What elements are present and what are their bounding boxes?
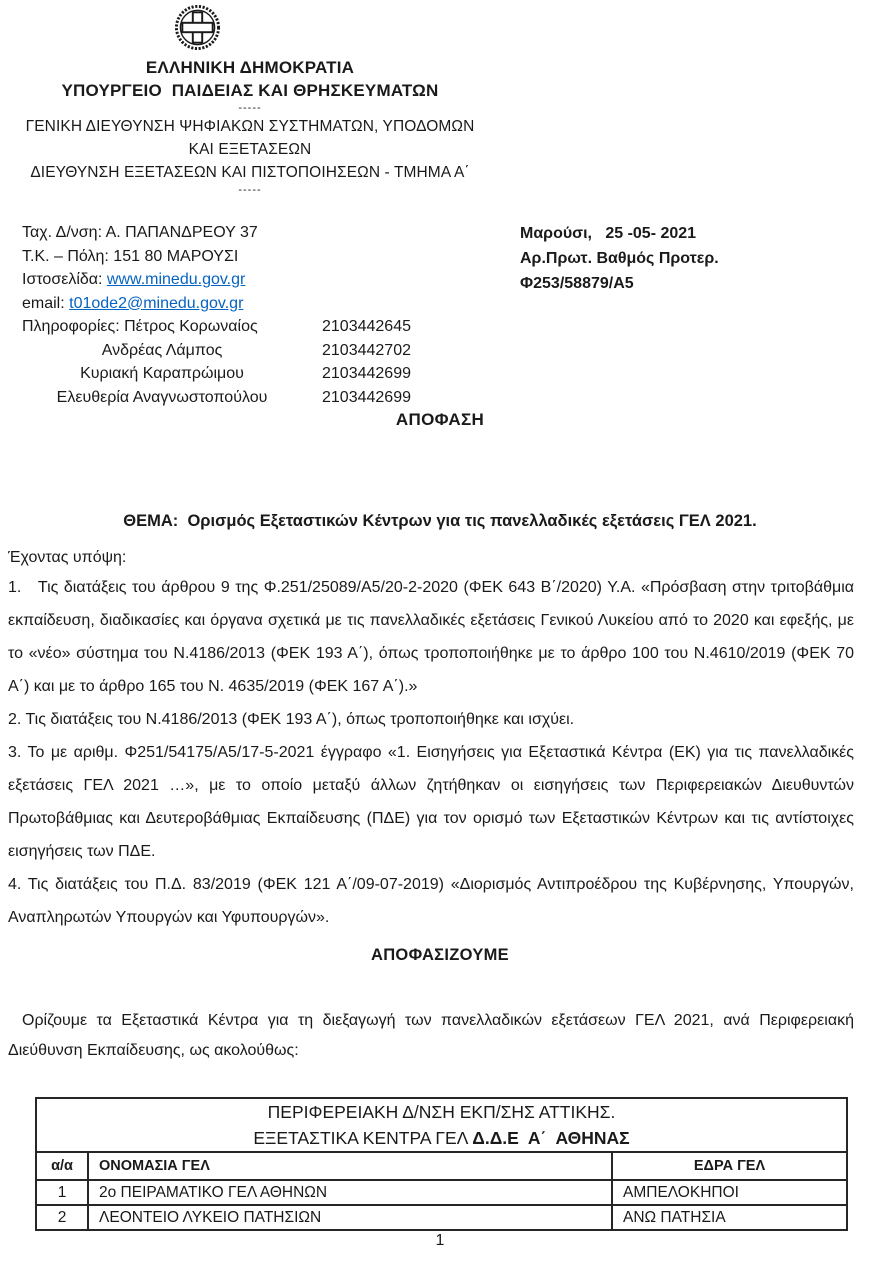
contact-person-row (22, 339, 492, 363)
row-seat: ΑΝΩ ΠΑΤΗΣΙΑ (612, 1205, 847, 1230)
contact-person-name: Ελευθερία Αναγνωστοπούλου (56, 388, 268, 406)
table-title-line2: ΕΞΕΤΑΣΤΙΚΑ ΚΕΝΤΡΑ ΓΕΛ Δ.Δ.Ε Α΄ ΑΘΗΝΑΣ (253, 1128, 630, 1148)
row-index: 2 (36, 1205, 88, 1230)
email-link[interactable]: t01ode2@minedu.gov.gr (69, 294, 244, 312)
legal-items (8, 571, 854, 934)
dde-region-bold: Δ.Δ.Ε Α΄ ΑΘΗΝΑΣ (472, 1128, 630, 1148)
legal-item-2: 2. Τις διατάξεις του Ν.4186/2013 (ΦΕΚ 193 Α΄), όπως τροποποιήθηκε και ισχύει. (8, 711, 575, 728)
postal-address: Ταχ. Δ/νση: Α. ΠΑΠΑΝΔΡΕΟΥ 37 (22, 224, 258, 241)
protocol-number: Φ253/58879/Α5 (520, 275, 634, 292)
table-title-line1: ΠΕΡΙΦΕΡΕΙΑΚΗ Δ/ΝΣΗ ΕΚΠ/ΣΗΣ ΑΤΤΙΚΗΣ. (267, 1102, 616, 1122)
table-title-row (36, 1098, 847, 1152)
legal-item-4: 4. Τις διατάξεις του Π.Δ. 83/2019 (ΦΕΚ 121 Α΄/09-07-2019) «Διορισμός Αντιπροέδρου της Κυβέρνησης, Υπουργών, Αναπληρωτών Υπουργών και Υφυπουργών». (8, 876, 854, 926)
contact-person-phone: 2103442699 (322, 388, 411, 406)
col-header-seat: ΕΔΡΑ ΓΕΛ (612, 1152, 847, 1180)
closing-paragraph: Ορίζουμε τα Εξεταστικά Κέντρα για τη διεξαγωγή των πανελλαδικών εξετάσεων ΓΕΛ 2021, ανά Περιφερειακή Διεύθυνση Εκπαίδευσης, ως ακολούθως: (8, 1012, 854, 1059)
table-row (36, 1205, 847, 1230)
emblem-wrap (0, 4, 500, 52)
legal-item-3: 3. Το με αριθμ. Φ251/54175/Α5/17-5-2021 έγγραφο «1. Εισηγήσεις για Εξεταστικά Κέντρα (ΕΚ) για τις πανελλαδικές εξετάσεις ΓΕΛ 2021 …», με το οποίο μεταξύ άλλων ζητήθηκαν οι εισηγήσεις των Περιφερειακών Διευθυντών Πρωτοβάθμιας και Δευτεροβάθμιας Εκπαίδευσης (ΠΔΕ) για τον ορισμό των Εξεταστικών Κέντρων και τις αντίστοιχες εισηγήσεις των ΠΔΕ. (8, 744, 854, 860)
row-index: 1 (36, 1180, 88, 1205)
contact-block (22, 221, 492, 409)
republic-title: ΕΛΛΗΝΙΚΗ ΔΗΜΟΚΡΑΤΙΑ (145, 58, 355, 77)
table-title-cell (36, 1098, 847, 1152)
date-line: Μαρούσι, 25 -05- 2021 (520, 225, 697, 242)
email-line (22, 292, 492, 316)
protocol-block (520, 221, 860, 296)
website-line (22, 268, 492, 292)
separator-dashes: ----- (238, 184, 262, 196)
separator-dashes: ----- (238, 102, 262, 114)
contact-person-phone: 2103442645 (322, 318, 411, 335)
email-label: email: (22, 294, 70, 312)
greek-coat-of-arms-icon (174, 4, 221, 51)
contact-person-row (22, 362, 492, 386)
contact-person-row (22, 386, 492, 410)
decision-heading: ΑΠΟΦΑΣΗ (395, 410, 485, 429)
table-header-row (36, 1152, 847, 1180)
page-number: 1 (435, 1232, 445, 1249)
contact-person-phone: 2103442702 (322, 341, 411, 359)
protocol-label: Αρ.Πρωτ. Βαθμός Προτερ. (520, 250, 719, 267)
row-school-name: 2ο ΠΕΙΡΑΜΑΤΙΚΟ ΓΕΛ ΑΘΗΝΩΝ (88, 1180, 612, 1205)
contact-person-name: Πληροφορίες: Πέτρος Κορωναίος (22, 318, 258, 335)
subject-line: ΘΕΜΑ: Ορισμός Εξεταστικών Κέντρων για τις πανελλαδικές εξετάσεις ΓΕΛ 2021. (123, 512, 757, 530)
contact-person-name: Ανδρέας Λάμπος (101, 341, 223, 359)
ministry-title: ΥΠΟΥΡΓΕΙΟ ΠΑΙΔΕΙΑΣ ΚΑΙ ΘΡΗΣΚΕΥΜΑΤΩΝ (61, 81, 439, 100)
table-row (36, 1180, 847, 1205)
legal-item-1: 1. Τις διατάξεις του άρθρου 9 της Φ.251/25089/Α5/20-2-2020 (ΦΕΚ 643 Β΄/2020) Υ.Α. «Πρόσβαση στην τριτοβάθμια εκπαίδευση, διαδικασίες και όργανα σχετικά με τις πανελλαδικές εξετάσεις Γενικού Λυκείου από το 2020 και εφεξής, με το «νέο» σύστημα του Ν.4186/2013 (ΦΕΚ 193 Α΄), όπως τροποποιήθηκε με το άρθρο 100 του Ν.4610/2019 (ΦΕΚ 70 Α΄) και με το άρθρο 165 του Ν. 4635/2019 (ΦΕΚ 167 Α΄).» (8, 579, 854, 695)
letterhead (0, 4, 500, 197)
website-label: Ιστοσελίδα: (22, 271, 107, 288)
contact-person-phone: 2103442699 (322, 365, 411, 382)
row-seat: ΑΜΠΕΛΟΚΗΠΟΙ (612, 1180, 847, 1205)
exam-centers-table (35, 1097, 848, 1231)
col-header-school-name: ΟΝΟΜΑΣΙΑ ΓΕΛ (88, 1152, 612, 1180)
row-school-name: ΛΕΟΝΤΕΙΟ ΛΥΚΕΙΟ ΠΑΤΗΣΙΩΝ (88, 1205, 612, 1230)
we-decide-heading: ΑΠΟΦΑΣΙΖΟΥΜΕ (371, 946, 509, 964)
contact-person-row (22, 315, 492, 339)
contact-person-name: Κυριακή Καραπρώιμου (80, 365, 244, 382)
postal-city: Τ.Κ. – Πόλη: 151 80 ΜΑΡΟΥΣΙ (22, 247, 239, 265)
general-directorate-line2: ΚΑΙ ΕΞΕΤΑΣΕΩΝ (188, 141, 312, 158)
directorate-line: ΔΙΕΥΘΥΝΣΗ ΕΞΕΤΑΣΕΩΝ ΚΑΙ ΠΙΣΤΟΠΟΙΗΣΕΩΝ - ΤΜΗΜΑ Α΄ (30, 164, 470, 181)
having-regard-label: Έχοντας υπόψη: (8, 549, 127, 566)
general-directorate-line1: ΓΕΝΙΚΗ ΔΙΕΥΘΥΝΣΗ ΨΗΦΙΑΚΩΝ ΣΥΣΤΗΜΑΤΩΝ, ΥΠΟΔΟΜΩΝ (25, 118, 475, 135)
col-header-index: α/α (36, 1152, 88, 1180)
info-label: Πληροφορίες: (22, 318, 125, 335)
website-link[interactable]: www.minedu.gov.gr (106, 271, 246, 288)
